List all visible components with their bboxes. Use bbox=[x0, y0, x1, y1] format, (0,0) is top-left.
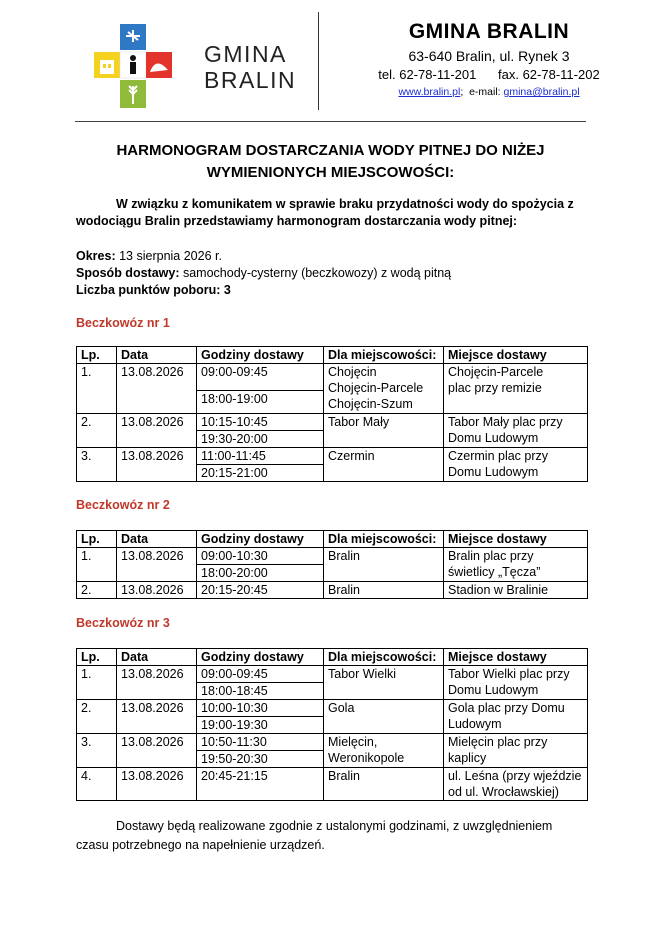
col-town-header: Dla miejscowości: bbox=[324, 531, 444, 548]
row-lp: 4. bbox=[77, 768, 117, 801]
col-town-header: Dla miejscowości: bbox=[324, 649, 444, 666]
table-row bbox=[77, 700, 588, 717]
row-date: 13.08.2026 bbox=[117, 768, 197, 801]
row-place: Tabor Wielki plac przy Domu Ludowym bbox=[444, 666, 588, 700]
row-place: Bralin plac przy świetlicy „Tęcza” bbox=[444, 548, 588, 582]
row-town: Gola bbox=[324, 700, 444, 734]
website-link[interactable]: www.bralin.pl bbox=[398, 86, 461, 98]
row-lp: 2. bbox=[77, 700, 117, 734]
row-date: 13.08.2026 bbox=[117, 364, 197, 414]
row-town: Bralin bbox=[324, 548, 444, 582]
row-hours-1: 20:45-21:15 bbox=[197, 768, 324, 801]
row-hours-2: 18:00-20:00 bbox=[197, 565, 324, 582]
table-row bbox=[77, 364, 588, 391]
row-town: Tabor Mały bbox=[324, 414, 444, 448]
footer-note: Dostawy będą realizowane zgodnie z ustalonymi godzinami, z uwzględnieniem czasu potrzebnego na napełnienie urządzeń. bbox=[76, 819, 553, 852]
col-place-header: Miejsce dostawy bbox=[444, 347, 588, 364]
table-header-row bbox=[77, 531, 588, 548]
email-label: e-mail: bbox=[469, 86, 501, 98]
row-place: Stadion w Bralinie bbox=[444, 582, 588, 599]
row-hours-2: 19:00-19:30 bbox=[197, 717, 324, 734]
phone-number: tel. 62-78-11-201 bbox=[378, 67, 477, 82]
col-lp-header: Lp. bbox=[77, 531, 117, 548]
col-hours-header: Godziny dostawy bbox=[197, 649, 324, 666]
section-title-3: Beczkowóz nr 3 bbox=[76, 616, 170, 630]
table-header-row bbox=[77, 347, 588, 364]
section-title-1: Beczkowóz nr 1 bbox=[76, 316, 170, 330]
schedule-table-3 bbox=[76, 648, 588, 801]
meta-liczba bbox=[76, 283, 231, 297]
row-hours-1: 09:00-09:45 bbox=[197, 666, 324, 683]
row-date: 13.08.2026 bbox=[117, 548, 197, 582]
row-hours-2: 18:00-19:00 bbox=[197, 391, 324, 414]
row-town: Czermin bbox=[324, 448, 444, 482]
row-hours-2: 18:00-18:45 bbox=[197, 683, 324, 700]
row-date: 13.08.2026 bbox=[117, 414, 197, 448]
row-town: Tabor Wielki bbox=[324, 666, 444, 700]
document-title bbox=[75, 140, 586, 184]
col-lp-header: Lp. bbox=[77, 649, 117, 666]
sposob-label: Sposób dostawy: bbox=[76, 266, 180, 280]
col-place-header: Miejsce dostawy bbox=[444, 531, 588, 548]
row-town: Mielęcin, Weronikopole bbox=[324, 734, 444, 768]
col-date-header: Data bbox=[117, 531, 197, 548]
table-row bbox=[77, 768, 588, 801]
row-place: Gola plac przy Domu Ludowym bbox=[444, 700, 588, 734]
row-town: Chojęcin Chojęcin-Parcele Chojęcin-Szum bbox=[324, 364, 444, 414]
org-web: www.bralin.pl; e-mail: gmina@bralin.pl bbox=[398, 86, 580, 98]
row-hours-1: 10:15-10:45 bbox=[197, 414, 324, 431]
header-rule bbox=[75, 121, 586, 122]
logo-text-gmina: GMINA bbox=[204, 41, 287, 67]
row-date: 13.08.2026 bbox=[117, 582, 197, 599]
row-lp: 2. bbox=[77, 582, 117, 599]
schedule-table-1 bbox=[76, 346, 588, 482]
schedule-table-2 bbox=[76, 530, 588, 599]
table-row bbox=[77, 548, 588, 565]
row-hours-1: 09:00-10:30 bbox=[197, 548, 324, 565]
row-hours-2: 19:30-20:00 bbox=[197, 431, 324, 448]
col-lp-header: Lp. bbox=[77, 347, 117, 364]
title-line-1: HARMONOGRAM DOSTARCZANIA WODY PITNEJ DO NIŻEJ bbox=[116, 142, 545, 159]
row-town: Bralin bbox=[324, 768, 444, 801]
row-lp: 1. bbox=[77, 548, 117, 582]
table-row bbox=[77, 734, 588, 751]
table-header-row bbox=[77, 649, 588, 666]
gmina-logo bbox=[86, 22, 306, 110]
coat-of-arms-icon bbox=[86, 22, 306, 110]
table-row bbox=[77, 414, 588, 431]
row-hours-1: 10:50-11:30 bbox=[197, 734, 324, 751]
row-place: Chojęcin-Parcele plac przy remizie bbox=[444, 364, 588, 414]
table-row bbox=[77, 666, 588, 683]
org-phones bbox=[318, 67, 660, 82]
logo-text-bralin: BRALIN bbox=[204, 67, 297, 93]
row-hours-1: 10:00-10:30 bbox=[197, 700, 324, 717]
table-row bbox=[77, 448, 588, 465]
col-date-header: Data bbox=[117, 347, 197, 364]
row-lp: 1. bbox=[77, 666, 117, 700]
section-title-2: Beczkowóz nr 2 bbox=[76, 498, 170, 512]
meta-sposob bbox=[76, 266, 451, 280]
row-place: Tabor Mały plac przy Domu Ludowym bbox=[444, 414, 588, 448]
row-town: Bralin bbox=[324, 582, 444, 599]
row-hours-1: 09:00-09:45 bbox=[197, 364, 324, 391]
row-hours-1: 20:15-20:45 bbox=[197, 582, 324, 599]
row-place: Mielęcin plac przy kaplicy bbox=[444, 734, 588, 768]
row-date: 13.08.2026 bbox=[117, 666, 197, 700]
row-hours-2: 20:15-21:00 bbox=[197, 465, 324, 482]
row-place: Czermin plac przy Domu Ludowym bbox=[444, 448, 588, 482]
row-lp: 1. bbox=[77, 364, 117, 414]
intro-paragraph: W związku z komunikatem w sprawie braku przydatności wody do spożycia z wodociągu Bralin przedstawiamy harmonogram dostarczania wody pitnej: bbox=[76, 197, 574, 228]
col-hours-header: Godziny dostawy bbox=[197, 531, 324, 548]
liczba-label: Liczba punktów poboru: bbox=[76, 283, 221, 297]
row-lp: 2. bbox=[77, 414, 117, 448]
row-date: 13.08.2026 bbox=[117, 448, 197, 482]
title-line-2: WYMIENIONYCH MIEJSCOWOŚCI: bbox=[206, 164, 455, 181]
row-hours-1: 11:00-11:45 bbox=[197, 448, 324, 465]
col-town-header: Dla miejscowości: bbox=[324, 347, 444, 364]
okres-value: 13 sierpnia 2026 r. bbox=[119, 249, 222, 263]
liczba-value: 3 bbox=[223, 283, 231, 297]
email-link[interactable]: gmina@bralin.pl bbox=[503, 86, 580, 98]
row-lp: 3. bbox=[77, 448, 117, 482]
row-place: ul. Leśna (przy wjeździe od ul. Wrocławskiej) bbox=[444, 768, 588, 801]
col-date-header: Data bbox=[117, 649, 197, 666]
row-date: 13.08.2026 bbox=[117, 700, 197, 734]
col-hours-header: Godziny dostawy bbox=[197, 347, 324, 364]
fax-number: fax. 62-78-11-202 bbox=[498, 67, 600, 82]
row-lp: 3. bbox=[77, 734, 117, 768]
table-row bbox=[77, 582, 588, 599]
row-date: 13.08.2026 bbox=[117, 734, 197, 768]
org-title: GMINA BRALIN bbox=[408, 20, 570, 43]
meta-okres bbox=[76, 249, 222, 263]
sposob-value: samochody-cysterny (beczkowozy) z wodą pitną bbox=[182, 266, 452, 280]
org-address: 63-640 Bralin, ul. Rynek 3 bbox=[408, 48, 570, 64]
okres-label: Okres: bbox=[76, 249, 116, 263]
row-hours-2: 19:50-20:30 bbox=[197, 751, 324, 768]
col-place-header: Miejsce dostawy bbox=[444, 649, 588, 666]
